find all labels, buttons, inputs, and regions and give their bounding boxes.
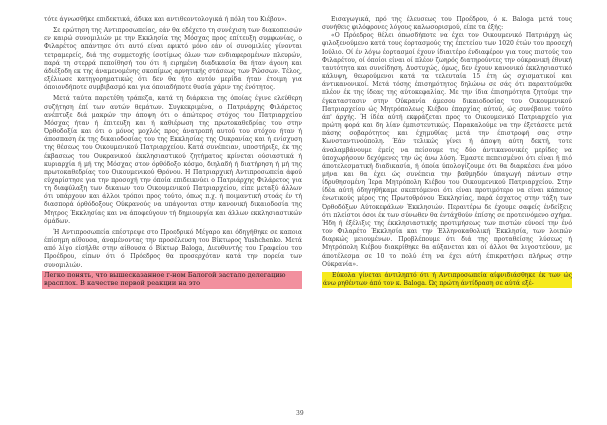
paragraph: Μετά ταύτα παρετέθη τράπεζα, κατά τη διάρκεια της όποίας έγινε ελεύθερη συζήτηση έπί των αυτών θεμάτων. Συγκεκριμένα, ο Πατριάρχης Φιλάρετος ανέπτυξε διά μακρών την άποψη ότι ο άπώτερος στόχος του Πατριαρχείου Μόσχας ήταν ή έπιτευξη και ή καθιέρωση της πρωτοκαθεδρίας του στην Όρθοδοξία και ότι ο μόνος μοχλός προς άνατροπή αυτού του στόχου ήταν ή άποσπαση έκ της δικαιοδοσίας του της Εκκλησίας της Ουκρανίας και ή ενίσχυση της θέσεως του Οικουμενικού Πατριαρχείου. Κατά συνέπειαν, υποστήριξε, έκ της έκβασεως του Ουκρανικού έκκλησιαστικού ζητήματος κρίνεται ούσιαστικά ή κυριαρχία ή μή της Μόσχας στον όρθόδοξο κόσμο, διηλαδή ή διατήρηση ή μή της πρωτοκαθεδρίας του Οικουμενικού Θρόνου. Η Πατριαρχική Αντιπροσωπεία άφού εύχαρίστησε για την προσοχή την όποία επιδεικνύει ο Πατριάρχης Φιλάρετος για τη διαφύλαξη των δικαιων του Οικουμενικού Πατριαρχείου, είπε μεταξύ άλλων ότι υπάρχουν και άλλοι τρόποι προς τούτο, όπως π.χ. ή ποιμαντική στοάς έν τή διασπορά όρθόδοξους Ούκρανούς να υπάγονται στην κανονική δικαιοδοσία της Μητρος Έκκλησίας και να άποφεύγουν τή δημιουργία και άλλων εκκλησιαστικών όμάδων. bbox=[44, 95, 302, 225]
highlighted-sentence: Εύκολα γίνεται άντιληπτό ότι ή Αντιπροσωπεία αίφνιδιάσθηκε έκ των ώς άνω ρηθέντων άπό τον κ. Baloga. Ώς πρώτη άντίδραση σε αύτά εξέ- bbox=[323, 271, 572, 287]
highlighted-translation-note: Легко понять, что вышесказанное г-ном Балогой застало делегацию врасплох. В качестве первой реакции на это bbox=[42, 271, 302, 289]
right-column bbox=[322, 16, 572, 288]
paragraph: Σε ερώτηση της Αντιπροσωπείας, εάν θα εδέχετο τη συνέχιση των διακοπεισών εν καιρώ συνομιλιών με την Εκκλησία της Μόσχας προς επίτευξη συμφωνίας, ο Φιλαρέτος απάντησε ότι αυτό είναι εφικτό μόνο εάν οί συνομιλίες γίνονται τετραμερείς, διά της συμμετοχής ίσοτίμως όλων των ενδιαφερομένων πλευρών, παρά τη στερρά πεποίθησή του ότι ή ειρημένη διαδικασία θα ήταν άγονη και άδιέξοδη εκ της άναμενομένης σκοπίμως αρνητικής στάσεως των Ρώσσων. Τέλος, εξέλιωσε κατηγορηματικώς ότι δεν θα ήτο αυτόν μερίδα ήταν έτοιμη για όποιονδήποτε συμβιβασμό και για όποιαδήποτε θυσία χάριν της ένότητος. bbox=[44, 27, 302, 92]
paragraph: Εισαγωγικά, πρό της έλευσεως του Προέδρου, ό κ. Baloga μετά τους συνήθεις φιλόφρονες λόγους καλωσορισμού, είπε τα έξής: bbox=[322, 16, 572, 32]
paragraph: τότε άγνωσθήκε επιδεκτικά, άδικα και αντιθεοντολογικά ή πόλη του Κιέβου». bbox=[44, 16, 287, 23]
page-number: 39 bbox=[296, 410, 304, 417]
left-column bbox=[44, 16, 302, 289]
paragraph: «Ο Πρόεδρος θέλει όπωσδήποτε να έχει τον Οικουμενικό Πατριάρχη ώς φιλοξενούμενο κατά τους έορτασμούς της έπετείου των 1020 έτών του προσεχή Ιούλιο. Οί έν λόγω έορτασμοί έχουν ίδιαιτέρο ένδιαφέρον για τους πιστούς του Φιλαρέτου, οί όποίοι είναι οί πλέον ζωηρός διατηρούντες την ούκρανική έθνική ταυτότητα και συνείδηση. Δυστυχώς, όμως, δεν έχουν κανονικό έκκλησιαστικό κάλυψη, θεωρούμενοι κατά τα τελευταία 15 έτη ώς σχισματικοί και άντικανονικοί. Μετά τόσης έπισημότητος δηλώνω σε σάς ότι παραιτούμεθα πλέον έκ της ίδεας της αύτοκεφαλίας. Με την ίδια έπισημότητα ζητούμε την έγκαταστασιν στην Ούκρανία άμεσου δικαιοδοσίας του Οικουμενικού Πατριαρχείου ώς Μητρόπολεως Κιέβου έπαρχίας αύτού, ώς συνέβαινε τούτο άπ' άρχής. Ή ίδέα αύτή εκφράζεται προς το Οικουμενικό Πατριαρχείο για πρώτη φορά και δη λίαν έμπιστευτικώς. Παρακαλούμε να την έξετάσετε μετά πάσης σοβαρότητος και έχημυθίας μετά την έπιστροφή σας στην Κωνσταντινούπολη. Έάν τελικώς γίνει ή άποψη αύτη δεκτή, τοτε άναλαμβάνουμε έμείς να πείσουμε τις δύο άντικανονικές μερίδες να ύποχωρήσουν δεχόμενες την ώς άνω λύση. Έμαστε πεπεισμένοι ότι είναι ή πιό άποτελεσματική διαδικασία, ή όποία ύπολογίζουμε ότι θα διαρκέσει ένα μόνο μήνα και θα έχει ώς συνέπεια την βαθμηδόν ύπαγωγή πάντων στην ίδρυθησομένη Ίερα Μητρόπολη Κιέβου του Οικουμενικού Πατριαρχείου. Στην ίδέα αύτή όδηγηθήκαμε σκεπτόμενοι ότι είναι προτιμότερο να είναι κάποιος ένωτικούς μέρος της Πρωτοθρόνου Έκκλησίας, παρά έσχατος στην τάξη των Όρθοδόξων Αύτοκεφάλων Έκκλησιών. Περαιτέρω δε έχουμε σαφείς ένδείξεις ότι πλείστοι όσοι έκ των σύνωθεν θα έντάχθούν έπίσης σε προτεινόμενο σχήμα. Ήδη ή έξέλιξις της έκκλησιαστικής προτιμήσεως των πιστών εύνοεί την ένό τον Φιλαρέτο Έκκλησία και την Έλληνοκαθολική Έκκλησία, των λοιπών διαρκώς μειουμένων. Προβλέπουμε ότι διά της προταθείσης λύσεως ή Μητρόπολη Κιέβου διακρίθηκε θα αύξανεται και οί άλλοι θα λιγοστεύουν, με άποτέλεσμα σε 10 το πολύ έτη να έχει αύτή έπικρατήσει πλήρως στην Ούκρανία». bbox=[322, 32, 572, 268]
paragraph: Ή Αντιπροσωπεία επέστρεψε στο Προεδρικό Μέγαρο και όδηγήθηκε σε καποια έπίσημη αίθουσα, άναμένοντας την προσέλευση του Βίκτωρος Yushchenko. Μετά από λίγο είσήλθε στην αίθουσα ό Βίκτωρ Baloga, Διευθυντής του Γραφείου του Προέδρου, είπων ότι ό Πρόεδρος θα προσερχόταν κατά την πορεία των συνομιλιών. bbox=[44, 228, 302, 269]
